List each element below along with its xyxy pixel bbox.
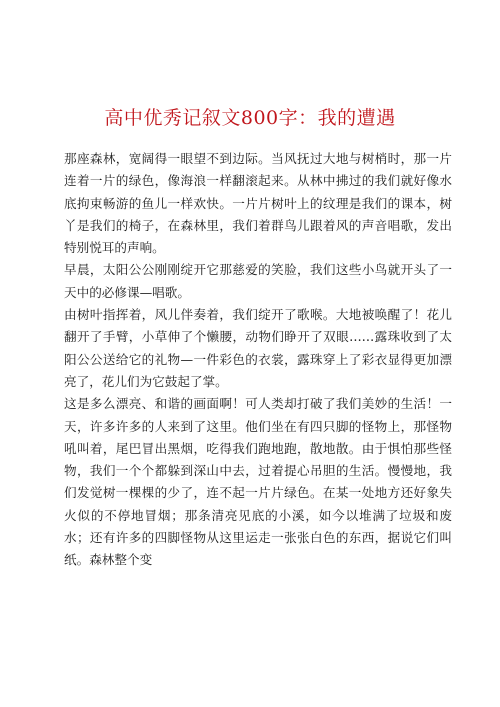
- paragraph-3: 由树叶指挥着，风儿伴奏着，我们绽开了歌喉。大地被唤醒了！花儿翻开了手臂，小草伸了个懒腰，动物们睁开了双眼……露珠收到了太阳公公送给它的礼物—一件彩色的衣裳，露珠穿上了彩衣显得更加漂亮了，花儿们为它鼓起了掌。: [64, 307, 452, 389]
- paragraph-1: 那座森林，宽阔得一眼望不到边际。当风抚过大地与树梢时，那一片连着一片的绿色，像海浪一样翻滚起来。从林中拂过的我们就好像水底拘束畅游的鱼儿一样欢快。一片片树叶上的纹理是我们的课本，树丫是我们的椅子，在森林里，我们着群鸟儿跟着风的声音唱歌，发出特别悦耳的声响。: [64, 151, 452, 256]
- document-title: 高中优秀记叙文800字：我的遭遇: [104, 107, 396, 129]
- paragraph-4: 这是多么漂亮、和谐的画面啊！可人类却打破了我们美妙的生活！一天，许多许多的人来到了这里。他们坐在有四只脚的怪物上，那怪物吼叫着，尾巴冒出黑烟，吃得我们跑地跑，散地散。由于惧怕那些怪物，我们一个个都躲到深山中去，过着提心吊胆的生活。慢慢地，我们发觉树一棵棵的少了，连不起一片片绿色。在某一处地方还好象失火似的不停地冒烟；那条清亮见底的小溪，如今以堆满了垃圾和废水；还有许多的四脚怪物从这里运走一张张白色的东西，据说它们叫纸。森林整个变: [64, 396, 452, 568]
- document-body: [64, 148, 452, 572]
- paragraph-2: 早晨，太阳公公刚刚绽开它那慈爱的笑脸，我们这些小鸟就开头了一天中的必修课—唱歌。: [64, 262, 452, 300]
